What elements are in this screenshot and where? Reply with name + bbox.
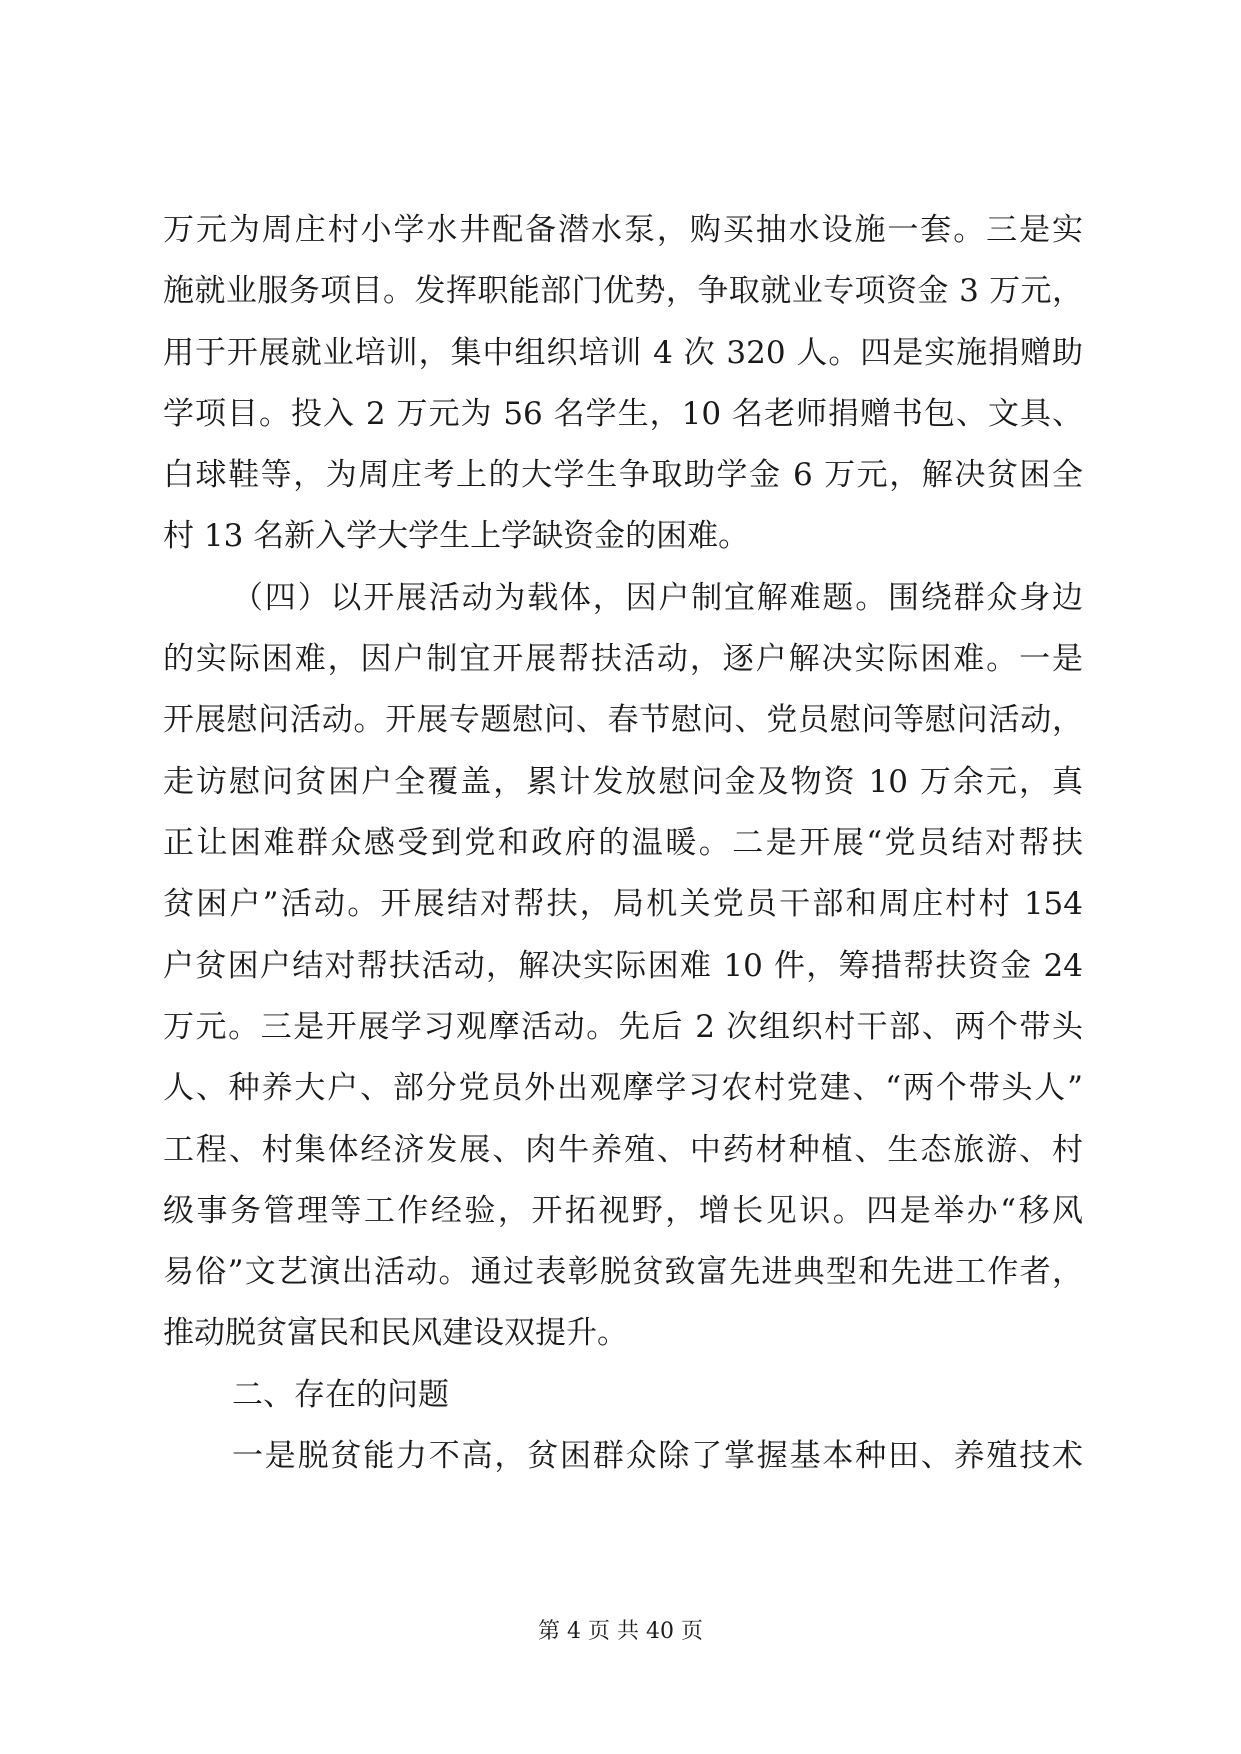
body-line: 开展慰问活动。开展专题慰问、春节慰问、党员慰问等慰问活动， (163, 702, 1083, 738)
body-line: 万元。三是开展学习观摩活动。先后 2 次组织村干部、两个带头 (163, 1009, 1083, 1045)
section-heading: 二、存在的问题 (232, 1377, 449, 1413)
page-number-footer: 第 4 页 共 40 页 (538, 1619, 703, 1644)
body-line: 的实际困难，因户制宜开展帮扶活动，逐户解决实际困难。一是 (163, 641, 1083, 677)
body-line: 学项目。投入 2 万元为 56 名学生，10 名老师捐赠书包、文具、 (163, 396, 1083, 432)
body-line: 施就业服务项目。发挥职能部门优势，争取就业专项资金 3 万元， (163, 273, 1083, 309)
body-line: 户贫困户结对帮扶活动，解决实际困难 10 件，筹措帮扶资金 24 (163, 948, 1083, 984)
body-line: 万元为周庄村小学水井配备潜水泵，购买抽水设施一套。三是实 (163, 212, 1083, 248)
body-line: 走访慰问贫困户全覆盖，累计发放慰问金及物资 10 万余元，真 (163, 764, 1083, 800)
body-line: 级事务管理等工作经验，开拓视野，增长见识。四是举办“移风 (163, 1193, 1083, 1229)
body-line: 白球鞋等，为周庄考上的大学生争取助学金 6 万元，解决贫困全 (163, 457, 1083, 493)
body-line: 工程、村集体经济发展、肉牛养殖、中药材种植、生态旅游、村 (163, 1132, 1083, 1168)
body-line: 正让困难群众感受到党和政府的温暖。二是开展“党员结对帮扶 (163, 825, 1083, 861)
body-line: 人、种养大户、部分党员外出观摩学习农村党建、“两个带头人” (163, 1070, 1083, 1106)
body-line: 贫困户”活动。开展结对帮扶，局机关党员干部和周庄村村 154 (163, 886, 1083, 922)
body-line: 用于开展就业培训，集中组织培训 4 次 320 人。四是实施捐赠助 (163, 335, 1083, 371)
body-line: 村 13 名新入学大学生上学缺资金的困难。 (163, 518, 750, 554)
body-line: 一是脱贫能力不高，贫困群众除了掌握基本种田、养殖技术 (232, 1438, 1083, 1474)
body-line: 易俗”文艺演出活动。通过表彰脱贫致富先进典型和先进工作者， (163, 1254, 1083, 1290)
body-line: 推动脱贫富民和民风建设双提升。 (163, 1315, 628, 1351)
section-heading-line: （四）以开展活动为载体，因户制宜解难题。围绕群众身边 (232, 580, 1083, 616)
